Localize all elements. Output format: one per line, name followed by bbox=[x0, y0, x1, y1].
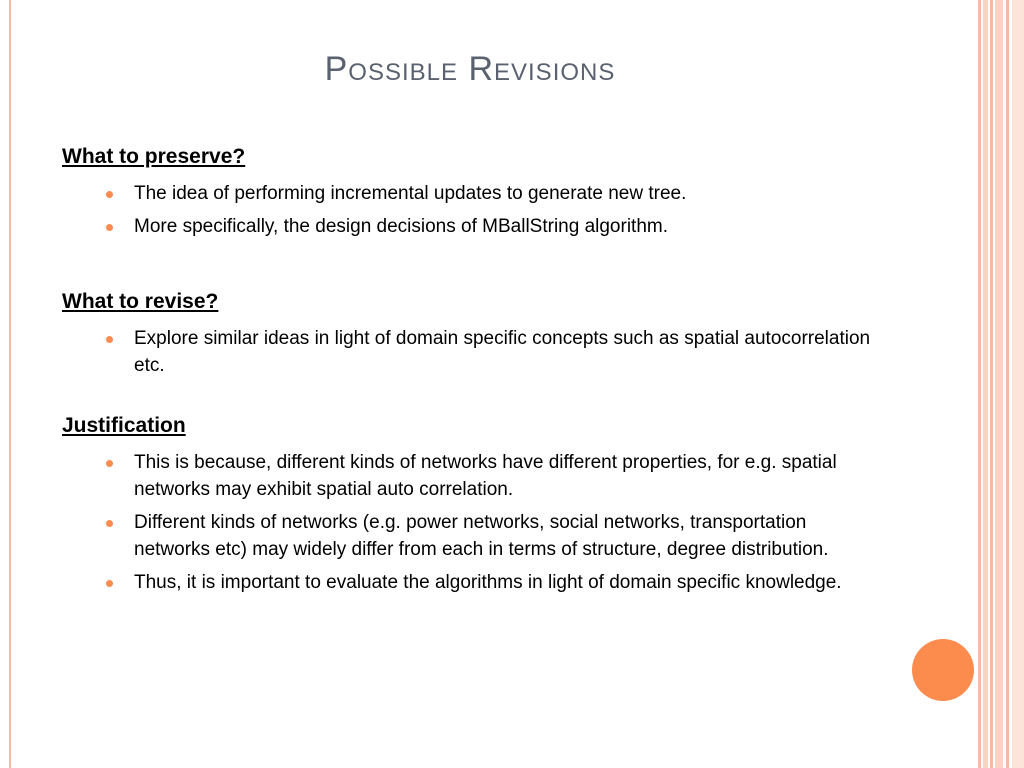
bullet-dot-icon bbox=[106, 460, 113, 467]
right-stripe bbox=[1012, 0, 1024, 768]
bullet-text: More specifically, the design decisions of MBallString algorithm. bbox=[134, 216, 668, 237]
section-heading-revise: What to revise? bbox=[62, 290, 219, 313]
right-stripe bbox=[995, 0, 1003, 768]
right-stripe bbox=[983, 0, 988, 768]
bullet-text: Explore similar ideas in light of domain specific concepts such as spatial autocorrelation etc. bbox=[134, 328, 871, 376]
section-heading-preserve: What to preserve? bbox=[62, 145, 246, 168]
bullet-text: The idea of performing incremental updates to generate new tree. bbox=[134, 183, 687, 204]
bullet-list-revise bbox=[106, 325, 886, 385]
bullet-text: Different kinds of networks (e.g. power networks, social networks, transportation networks etc) may widely differ from each in terms of structure, degree distribution. bbox=[134, 512, 829, 560]
slide-title: Possible Revisions bbox=[324, 50, 616, 88]
list-item bbox=[106, 213, 886, 240]
right-stripe bbox=[1006, 0, 1009, 768]
bullet-dot-icon bbox=[106, 224, 113, 231]
bullet-dot-icon bbox=[106, 520, 113, 527]
left-border-line bbox=[9, 0, 11, 768]
bullet-list-justification bbox=[106, 449, 886, 602]
bullet-dot-icon bbox=[106, 336, 113, 343]
bullet-dot-icon bbox=[106, 191, 113, 198]
list-item bbox=[106, 180, 886, 207]
right-stripe bbox=[990, 0, 993, 768]
right-stripe bbox=[978, 0, 981, 768]
accent-circle-decoration bbox=[912, 639, 974, 701]
bullet-list-preserve bbox=[106, 180, 886, 246]
list-item bbox=[106, 509, 886, 563]
bullet-dot-icon bbox=[106, 580, 113, 587]
list-item bbox=[106, 449, 886, 503]
list-item bbox=[106, 569, 886, 596]
bullet-text: Thus, it is important to evaluate the algorithms in light of domain specific knowledge. bbox=[134, 572, 842, 593]
bullet-text: This is because, different kinds of networks have different properties, for e.g. spatial networks may exhibit spatial auto correlation. bbox=[134, 452, 837, 500]
section-heading-justification: Justification bbox=[62, 414, 186, 437]
list-item bbox=[106, 325, 886, 379]
